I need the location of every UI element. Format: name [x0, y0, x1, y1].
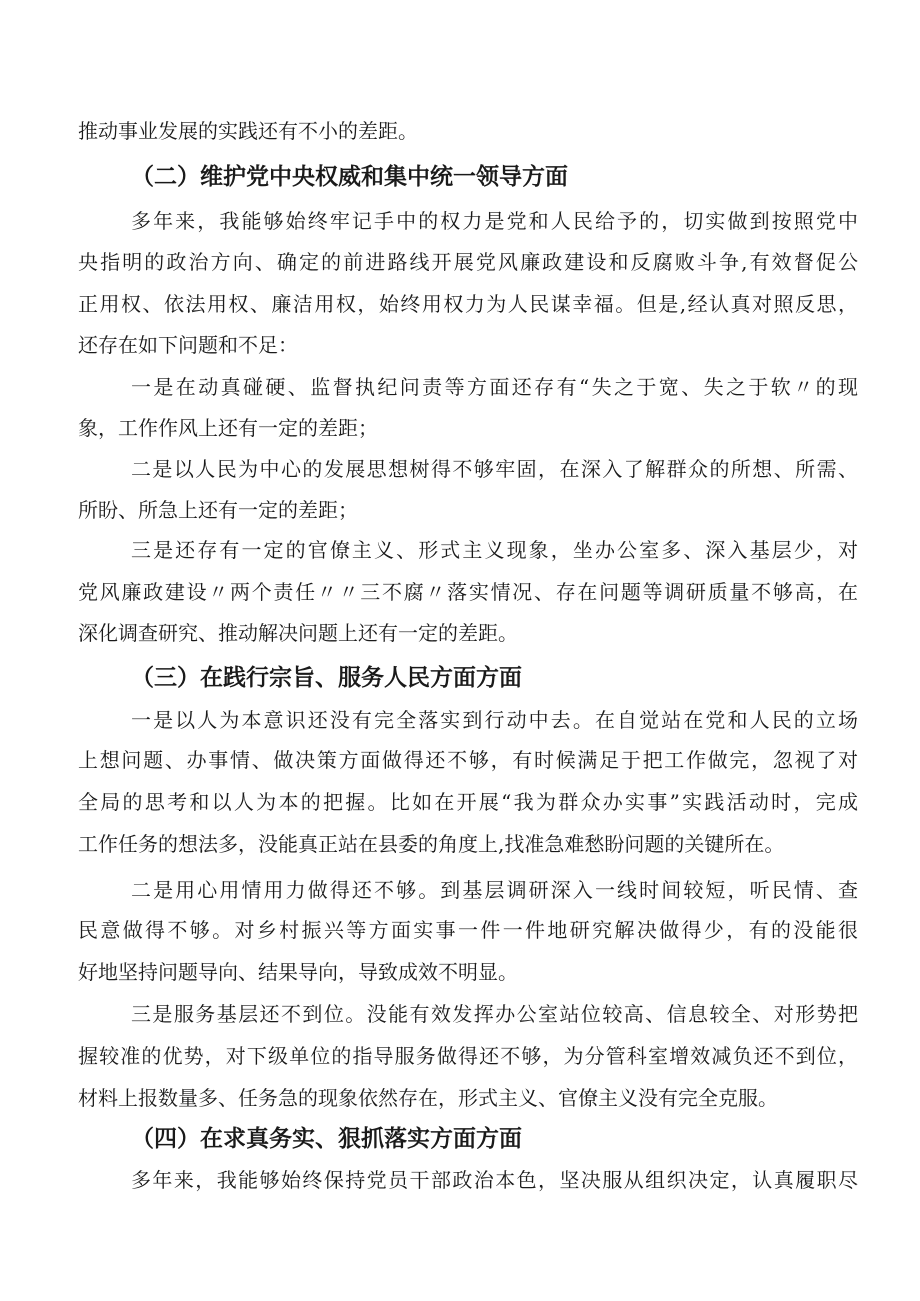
text-line: 上想问题、办事情、做决策方面做得还不够，有时候满足于把工作做完，忽视了对 — [78, 748, 858, 772]
section-heading-2: （二）维护党中央权威和集中统一领导方面 — [131, 164, 568, 190]
text-line: 二是以人民为中心的发展思想树得不够牢固，在深入了解群众的所想、所需、 — [131, 457, 858, 481]
text-line: 三是还存有一定的官僚主义、形式主义现象，坐办公室多、深入基层少，对 — [131, 538, 858, 562]
text-line: 一是在动真碰硬、监督执纪问责等方面还存有“失之于宽、失之于软〃的现 — [131, 375, 858, 399]
text-line: 正用权、依法用权、廉洁用权，始终用权力为人民谋幸福。但是,经认真对照反思， — [78, 292, 858, 316]
text-line: 工作任务的想法多，没能真正站在县委的角度上,找准急难愁盼问题的关键所在。 — [78, 832, 785, 856]
section-heading-3: （三）在践行宗旨、服务人民方面方面 — [131, 665, 522, 691]
text-line: 三是服务基层还不到位。没能有效发挥办公室站位较高、信息较全、对形势把 — [131, 1002, 858, 1026]
text-line: 全局的思考和以人为本的把握。比如在开展“我为群众办实事”实践活动时，完成 — [78, 790, 858, 814]
text-line: 还存在如下问题和不足： — [78, 333, 298, 357]
text-line: 民意做得不够。对乡村振兴等方面实事一件一件地研究解决做得少，有的没能很 — [78, 918, 858, 942]
text-line: 好地坚持问题导向、结果导向，导致成效不明显。 — [78, 960, 518, 984]
text-line: 所盼、所急上还有一定的差距； — [78, 498, 358, 522]
text-line: 推动事业发展的实践还有不小的差距。 — [78, 119, 418, 143]
text-line: 二是用心用情用力做得还不够。到基层调研深入一线时间较短，听民情、查 — [131, 878, 858, 902]
text-line: 材料上报数量多、任务急的现象依然存在，形式主义、官僚主义没有完全克服。 — [78, 1086, 778, 1110]
text-line: 多年来，我能够始终牢记手中的权力是党和人民给予的，切实做到按照党中 — [131, 209, 858, 233]
text-line: 党风廉政建设〃两个责任〃〃三不腐〃落实情况、存在问题等调研质量不够高，在 — [78, 580, 858, 604]
text-line: 央指明的政治方向、确定的前进路线开展党风廉政建设和反腐败斗争,有效督促公 — [78, 250, 858, 274]
text-line: 象，工作作风上还有一定的差距； — [78, 416, 378, 440]
text-line: 一是以人为本意识还没有完全落实到行动中去。在自觉站在党和人民的立场 — [131, 708, 858, 732]
text-line: 多年来，我能够始终保持党员干部政治本色，坚决服从组织决定，认真履职尽 — [131, 1168, 858, 1192]
text-line: 握较准的优势，对下级单位的指导服务做得还不够，为分管科室增效减负还不到位， — [78, 1044, 858, 1068]
text-line: 深化调查研究、推动解决问题上还有一定的差距。 — [78, 621, 518, 645]
section-heading-4: （四）在求真务实、狠抓落实方面方面 — [131, 1126, 522, 1152]
